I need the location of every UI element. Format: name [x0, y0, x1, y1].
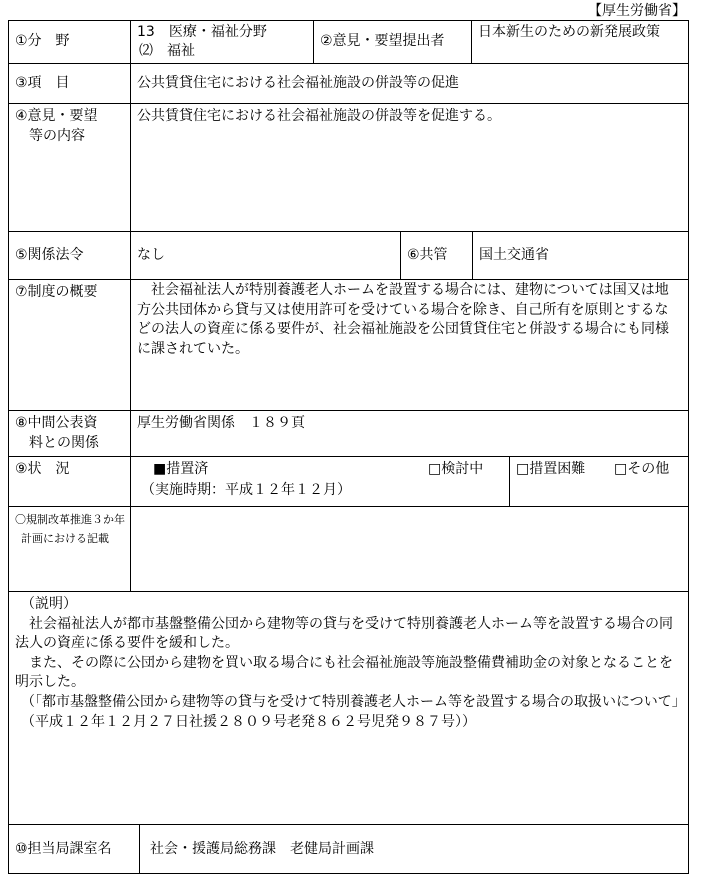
status-difficult: □措置困難: [516, 461, 586, 477]
row-interim-relation: [9, 411, 688, 457]
row-responsible-office: [9, 825, 688, 873]
request-label-line1: ④意見・要望: [15, 108, 98, 124]
row-item: [9, 64, 688, 104]
joint-value: 国土交通省: [472, 232, 688, 279]
law-label: ⑤関係法令: [15, 247, 84, 263]
status-label: ⑨状 況: [15, 461, 70, 477]
row-field: [9, 21, 688, 64]
plan-label: [9, 507, 130, 591]
plan-label-line2: 計画における記載: [21, 532, 109, 545]
field-line1: 13 医療・福祉分野: [137, 24, 267, 40]
status-main: [130, 457, 509, 506]
plan-value: [130, 507, 688, 591]
law-value: なし: [130, 232, 400, 279]
status-other: [509, 457, 688, 506]
joint-label: ⑥共管: [400, 232, 472, 279]
status-other-option: □その他: [614, 461, 670, 477]
row-explanation: [9, 592, 688, 825]
request-sheet: [8, 20, 689, 874]
interim-label-line1: ⑧中間公表資: [15, 415, 98, 431]
overview-label: ⑦制度の概要: [15, 284, 98, 300]
overview-value: 社会福祉法人が特別養護老人ホームを設置する場合には、建物については国又は地方公共団体から貸与又は使用許可を受けている場合を除き、自己所有を原則とするなどの法人の資産に係る要件が、社会福祉施設を公団賃貸住宅と併設する場合にも同様に課されていた。: [130, 280, 688, 410]
row-related-law: [9, 232, 688, 280]
status-reviewing: □検討中: [428, 461, 484, 477]
row-request-content: [9, 104, 688, 232]
office-label: ⑩担当局課室名: [15, 841, 112, 857]
row-system-overview: [9, 280, 688, 411]
interim-label: [9, 411, 130, 456]
explanation-para3: （「都市基盤整備公団から建物等の貸与を受けて特別養護老人ホーム等を設置する場合の取扱いについて」（平成１２年１２月２７日社援２８０９号老発８６２号児発９８７号））: [21, 693, 679, 730]
field-line2: ⑵ 福祉: [139, 43, 195, 59]
interim-label-line2: 料との関係: [29, 435, 99, 451]
item-label: ③項 目: [15, 75, 70, 91]
request-label-line2: 等の内容: [29, 128, 85, 144]
explanation-para1: 社会福祉法人が都市基盤整備公団から建物等の貸与を受けて特別養護老人ホーム等を設置する場合の同法人の資産に係る要件を緩和した。: [15, 615, 673, 652]
office-value: 社会・援護局総務課 老健局計画課: [139, 825, 688, 873]
status-period: （実施時期：平成１２年１２月）: [141, 482, 351, 498]
ministry-tag: 【厚生労働省】: [588, 3, 686, 19]
row-reform-plan: [9, 507, 688, 592]
plan-label-line1: 〇規制改革推進３か年: [15, 513, 125, 526]
submitter-label: ②意見・要望提出者: [313, 21, 471, 63]
explanation-para2: また、その際に公団から建物を買い取る場合にも社会福祉施設等施設整備費補助金の対象となることを明示した。: [15, 654, 673, 691]
interim-value: 厚生労働省関係 １８９頁: [130, 411, 688, 456]
request-label: [9, 104, 130, 231]
explanation-body: [9, 592, 688, 824]
explanation-heading: （説明）: [21, 596, 77, 612]
field-label: ①分 野: [15, 33, 70, 49]
item-value: 公共賃貸住宅における社会福祉施設の併設等の促進: [130, 64, 688, 103]
status-done: ■措置済: [153, 461, 209, 477]
submitter-value: 日本新生のための新発展政策: [471, 21, 688, 63]
request-value: 公共賃貸住宅における社会福祉施設の併設等を促進する。: [130, 104, 688, 231]
row-status: [9, 457, 688, 507]
field-value: [130, 21, 313, 63]
